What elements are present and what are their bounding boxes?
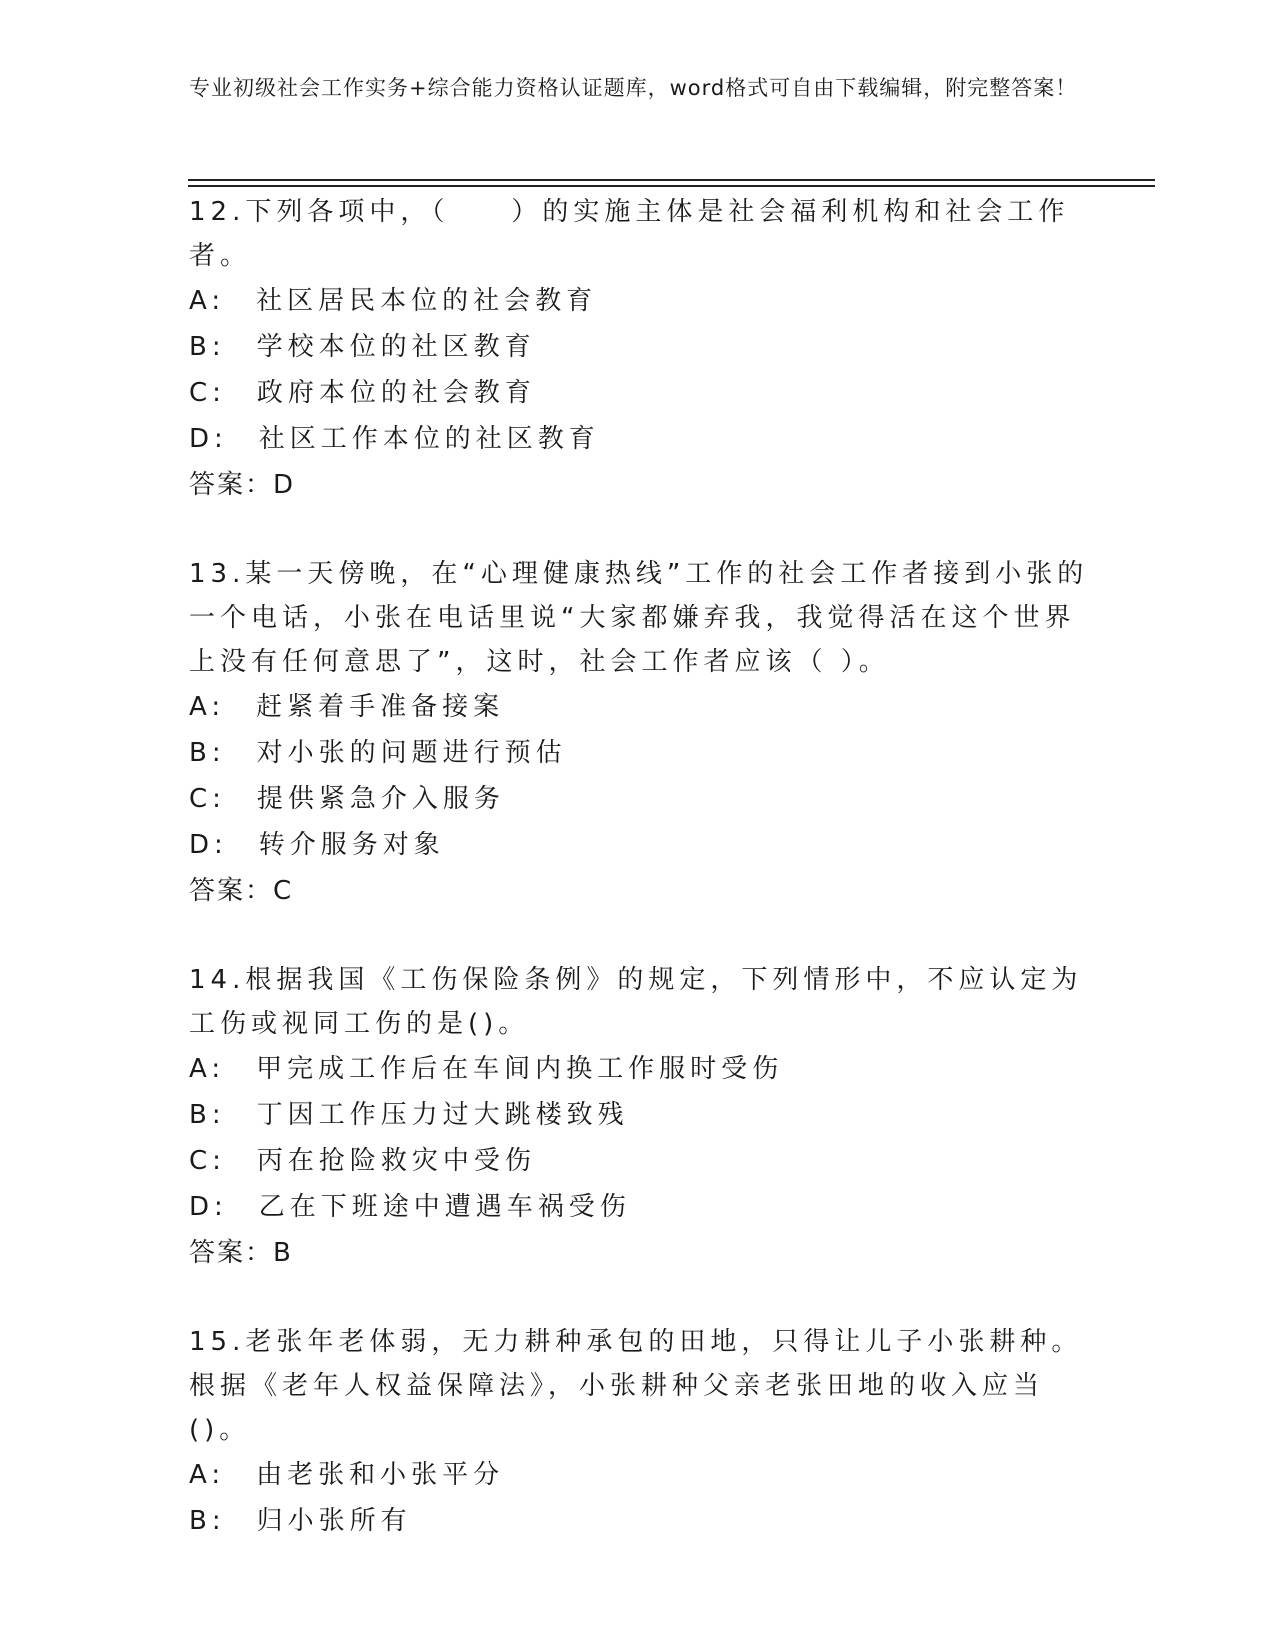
question-15 [189,1320,1089,1544]
option-b: B: 归小张所有 [189,1506,412,1536]
question-list [189,190,1089,1544]
option-d: D: 转介服务对象 [189,830,445,860]
question-text: 14.根据我国《工伤保险条例》的规定，下列情形中，不应认定为工伤或视同工伤的是()。 [189,965,1083,1039]
option-d: D: 乙在下班途中遭遇车祸受伤 [189,1192,631,1222]
option-c: C: 丙在抢险救灾中受伤 [189,1146,536,1176]
answer-line: 答案：D [189,470,296,500]
document-header: 专业初级社会工作实务+综合能力资格认证题库，word格式可自由下载编辑，附完整答案！ [189,76,1078,100]
answer-line: 答案：C [189,876,294,906]
option-b: B: 学校本位的社区教育 [189,332,536,362]
question-14 [189,958,1089,1276]
question-12 [189,190,1089,508]
question-spacer [189,914,1089,958]
question-spacer [189,508,1089,552]
answer-line: 答案：B [189,1238,293,1268]
option-a: A: 赶紧着手准备接案 [189,692,505,722]
option-b: B: 丁因工作压力过大跳楼致残 [189,1100,629,1130]
option-d: D: 社区工作本位的社区教育 [189,424,600,454]
option-c: C: 政府本位的社会教育 [189,378,536,408]
question-text: 15.老张年老体弱，无力耕种承包的田地，只得让儿子小张耕种。根据《老年人权益保障法》，小张耕种父亲老张田地的收入应当()。 [189,1327,1083,1445]
option-a: A: 甲完成工作后在车间内换工作服时受伤 [189,1054,784,1084]
question-text: 12.下列各项中，（ ）的实施主体是社会福利机构和社会工作者。 [189,197,1070,271]
option-a: A: 由老张和小张平分 [189,1460,505,1490]
option-a: A: 社区居民本位的社会教育 [189,286,598,316]
option-b: B: 对小张的问题进行预估 [189,738,567,768]
question-spacer [189,1276,1089,1320]
question-text: 13.某一天傍晚，在“心理健康热线”工作的社会工作者接到小张的一个电话，小张在电话里说“大家都嫌弃我，我觉得活在这个世界上没有任何意思了”，这时，社会工作者应该（ ）。 [189,559,1089,677]
header-divider-bottom [188,185,1155,187]
option-c: C: 提供紧急介入服务 [189,784,505,814]
question-13 [189,552,1089,914]
header-divider-top [188,179,1155,181]
